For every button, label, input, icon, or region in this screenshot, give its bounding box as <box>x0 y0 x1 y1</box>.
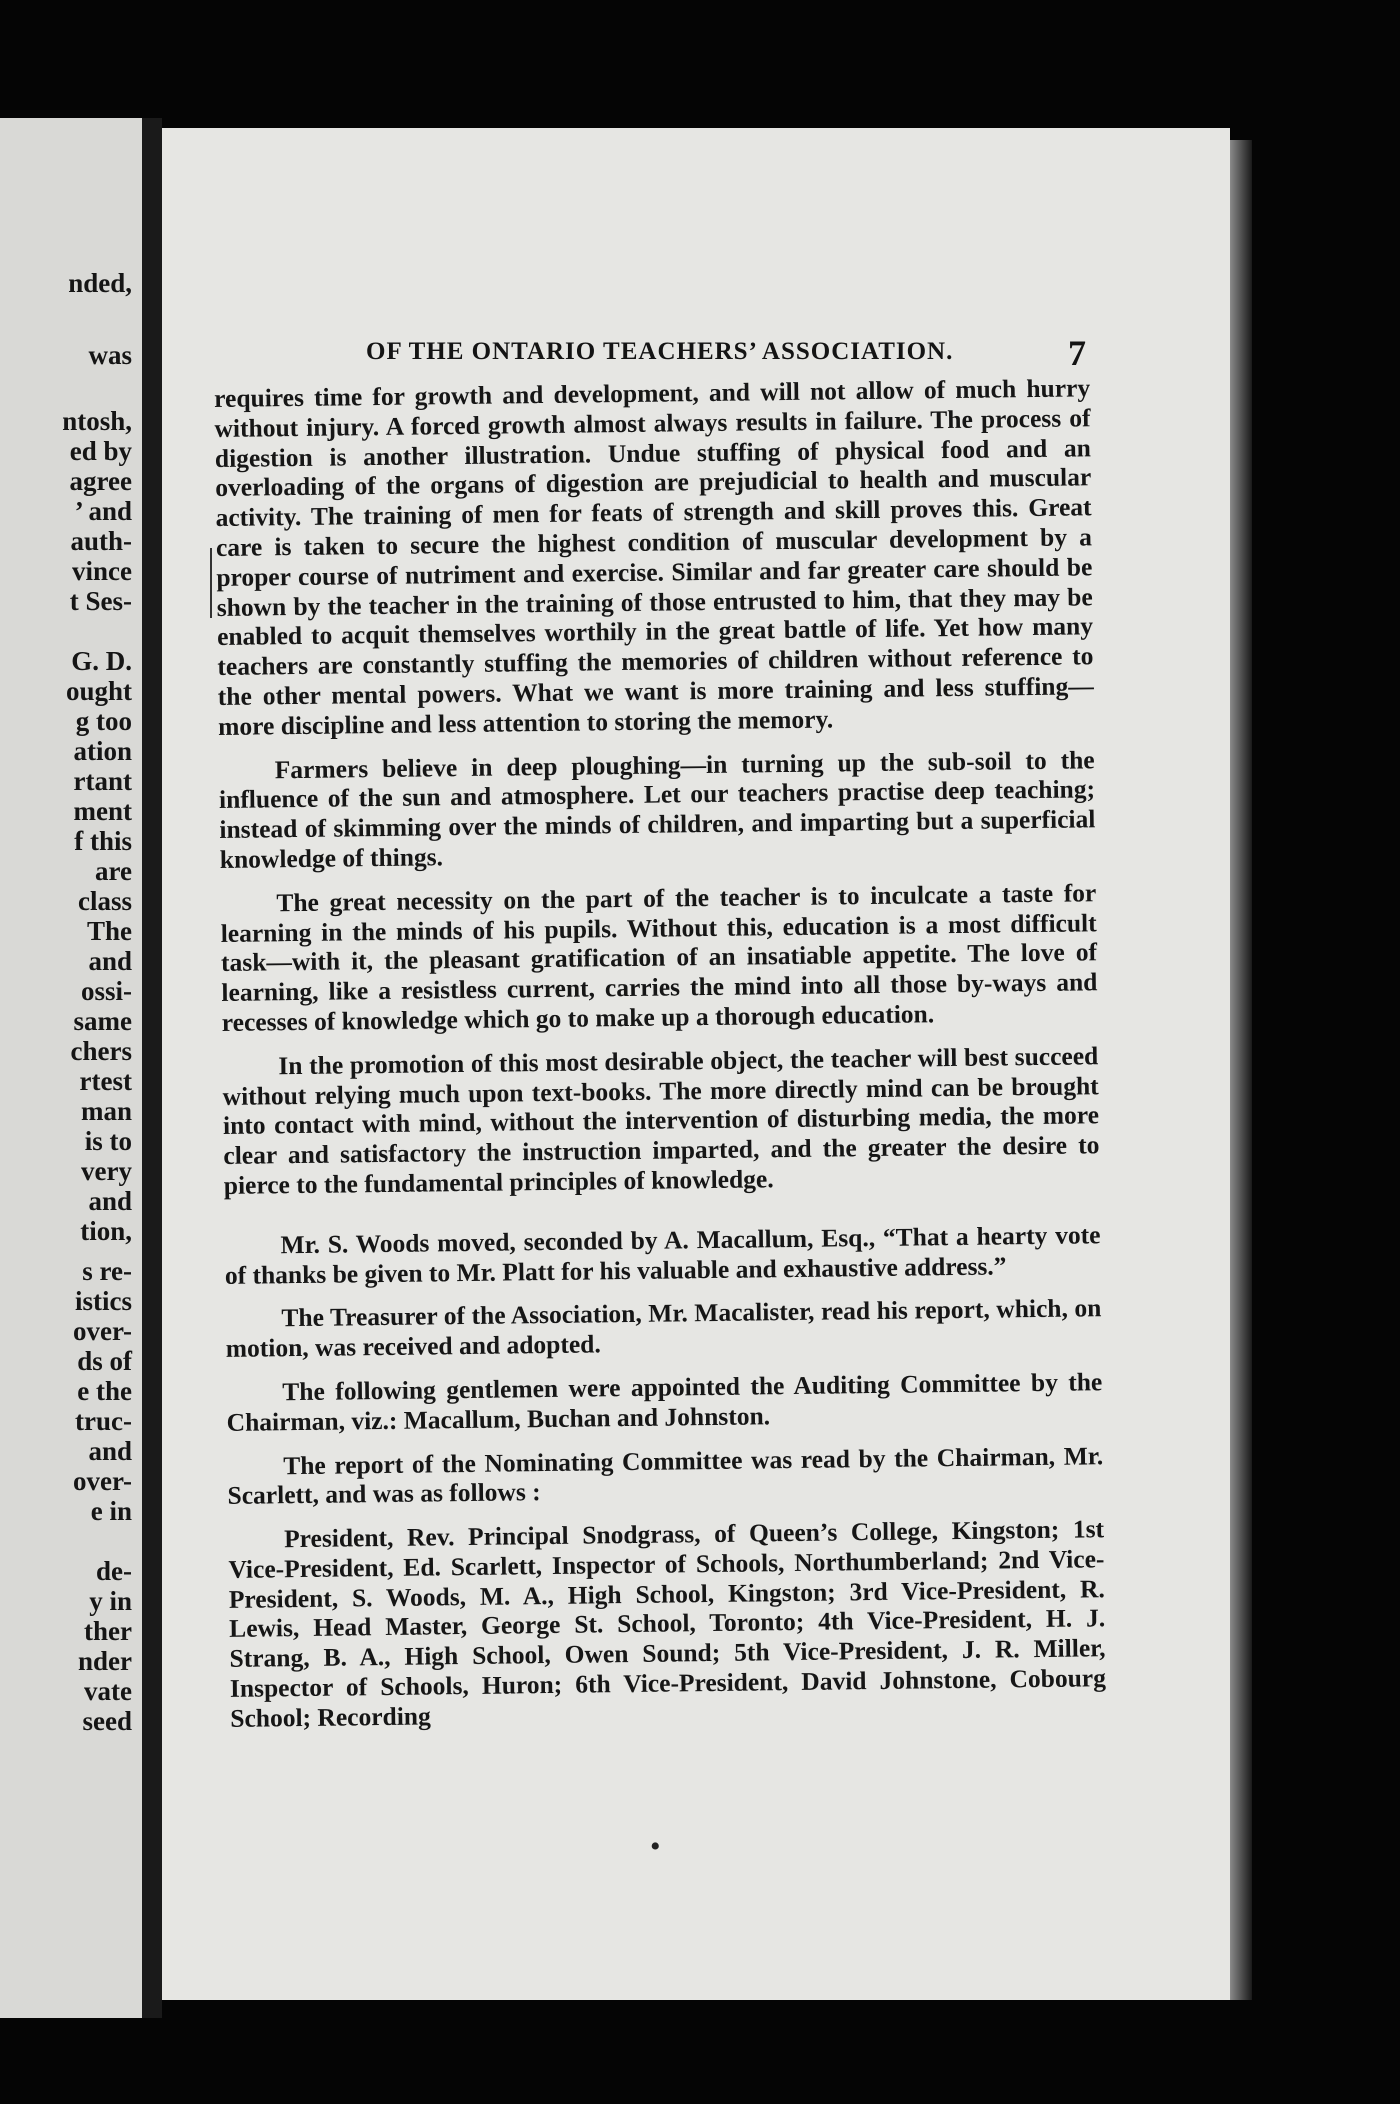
left-page-line-fragment: de- <box>96 1556 132 1586</box>
left-page-line-fragment: y in <box>89 1586 132 1616</box>
left-page-line-fragment: ds of <box>77 1346 132 1376</box>
paragraph-9: President, Rev. Principal Snodgrass, of Queen’s College, Kingston; 1st Vice-President, Ed. Scarlett, Inspector of Schools, Northumberland; 2nd Vice-President, S. Woods, M. A., High School, Kingston; 3rd Vice-President, R. Lewis, Head Master, George St. School, Toronto; 4th Vice-President, H. J. Strang, B. A., High School, Owen Sound; 5th Vice-President, J. R. Miller, Inspector of Schools, Huron; 6th Vice-President, David Johnstone, Cobourg School; Recording <box>228 1514 1107 1733</box>
page-number: 7 <box>1068 333 1086 373</box>
left-page-line-fragment: G. D. <box>71 646 132 676</box>
paragraph-8: The report of the Nominating Committee was read by the Chairman, Mr. Scarlett, and was as follows : <box>227 1440 1104 1511</box>
paragraph-2: Farmers believe in deep ploughing—in turning up the sub-soil to the influence of the sun and atmosphere. Let our teachers practise deep teaching; instead of skimming over the minds of children, and imparting but a superficial knowledge of things. <box>218 744 1096 874</box>
left-page-line-fragment: t Ses- <box>69 586 132 616</box>
left-page-line-fragment: very <box>81 1156 132 1186</box>
left-page-line-fragment: ought <box>65 676 132 706</box>
left-page-line-fragment: g too <box>75 706 132 736</box>
left-page-line-fragment: nded, <box>68 268 132 298</box>
left-page-line-fragment: e in <box>90 1496 132 1526</box>
left-page-line-fragment: was <box>88 340 132 370</box>
left-page-line-fragment: over- <box>73 1316 132 1346</box>
left-page-line-fragment: s re- <box>82 1256 132 1286</box>
left-page-line-fragment: seed <box>82 1706 132 1736</box>
left-page-line-fragment: rtant <box>73 766 132 796</box>
left-page-line-fragment: over- <box>73 1466 132 1496</box>
left-page-line-fragment: class <box>78 886 132 916</box>
paragraph-6: The Treasurer of the Association, Mr. Macalister, read his report, which, on motion, was received and adopted. <box>225 1293 1102 1364</box>
left-page-line-fragment: vate <box>84 1676 132 1706</box>
left-page-line-fragment: ossi- <box>80 976 132 1006</box>
left-page-line-fragment: nder <box>78 1646 132 1676</box>
left-page-line-fragment: man <box>80 1096 132 1126</box>
left-page-line-fragment: and <box>88 1436 132 1466</box>
paragraph-4: In the promotion of this most desirable object, the teacher will best succeed without relying much upon text-books. The more directly mind can be brought into contact with mind, without the intervention of disturbing media, the more clear and satisfactory the instruction imparted, and the greater the desire to pierce to the fundamental principles of knowledge. <box>222 1040 1100 1200</box>
left-page-line-fragment: istics <box>75 1286 132 1316</box>
left-page-line-fragment: The <box>86 916 132 946</box>
running-header: OF THE ONTARIO TEACHERS’ ASSOCIATION. <box>366 338 954 365</box>
left-page-line-fragment: vince <box>72 556 132 586</box>
body-text <box>214 373 1106 1733</box>
left-page-line-fragment: chers <box>70 1036 132 1066</box>
paragraph-7: The following gentlemen were appointed the Auditing Committee by the Chairman, viz.: Macallum, Buchan and Johnston. <box>226 1367 1103 1437</box>
left-page-line-fragment: tion, <box>80 1216 132 1246</box>
left-page-line-fragment: and <box>88 946 132 976</box>
page-gutter <box>142 118 162 2018</box>
left-page-line-fragment: ’ and <box>74 496 132 526</box>
left-page-line-fragment: ment <box>73 796 132 826</box>
left-page-line-fragment: agree <box>69 466 132 496</box>
left-page-line-fragment: truc- <box>75 1406 132 1436</box>
left-page-line-fragment: f this <box>74 826 132 856</box>
left-page-line-fragment: same <box>73 1006 132 1036</box>
left-page-line-fragment: ed by <box>69 436 132 466</box>
paragraph-5: Mr. S. Woods moved, seconded by A. Macallum, Esq., “That a hearty vote of thanks be given to Mr. Platt for his valuable and exhaustive address.” <box>224 1219 1101 1290</box>
left-page-line-fragment: auth- <box>70 526 132 556</box>
ink-blot: • <box>650 1830 661 1863</box>
left-page-line-fragment: is to <box>84 1126 132 1156</box>
paragraph-1: requires time for growth and development, and will not allow of much hurry without injury. A forced growth almost always results in failure. The process of digestion is another illustration. Undue stuffing of physical food and an overloading of the organs of digestion are prejudicial to health and muscular activity. The training of men for feats of strength and skill proves this. Great care is taken to secure the highest condition of muscular development by a proper course of nutriment and exercise. Similar and far greater care should be shown by the teacher in the training of those entrusted to him, that they may be enabled to acquit themselves worthily in the great battle of life. Yet how many teachers are constantly stuffing the memories of children without reference to the other mental powers. What we want is more training and less stuffing—more discipline and less attention to storing the memory. <box>214 373 1094 741</box>
left-page-line-fragment: are <box>95 856 132 886</box>
left-page-line-fragment: ntosh, <box>62 406 132 436</box>
left-page-line-fragment: rtest <box>79 1066 132 1096</box>
left-facing-page <box>0 118 142 2018</box>
margin-pencil-mark <box>210 548 216 618</box>
left-page-line-fragment: ation <box>73 736 132 766</box>
left-page-line-fragment: e the <box>77 1376 132 1406</box>
page-edge-shadow <box>1230 140 1252 2000</box>
left-page-line-fragment: and <box>88 1186 132 1216</box>
left-page-line-fragment: ther <box>84 1616 132 1646</box>
paragraph-3: The great necessity on the part of the teacher is to inculcate a taste for learning in the minds of his pupils. Without this, education is a most difficult task—with it, the pleasant gratification of an insatiable appetite. The love of learning, like a resistless current, carries the mind into all those by-ways and recesses of knowledge which go to make up a thorough education. <box>220 878 1098 1037</box>
